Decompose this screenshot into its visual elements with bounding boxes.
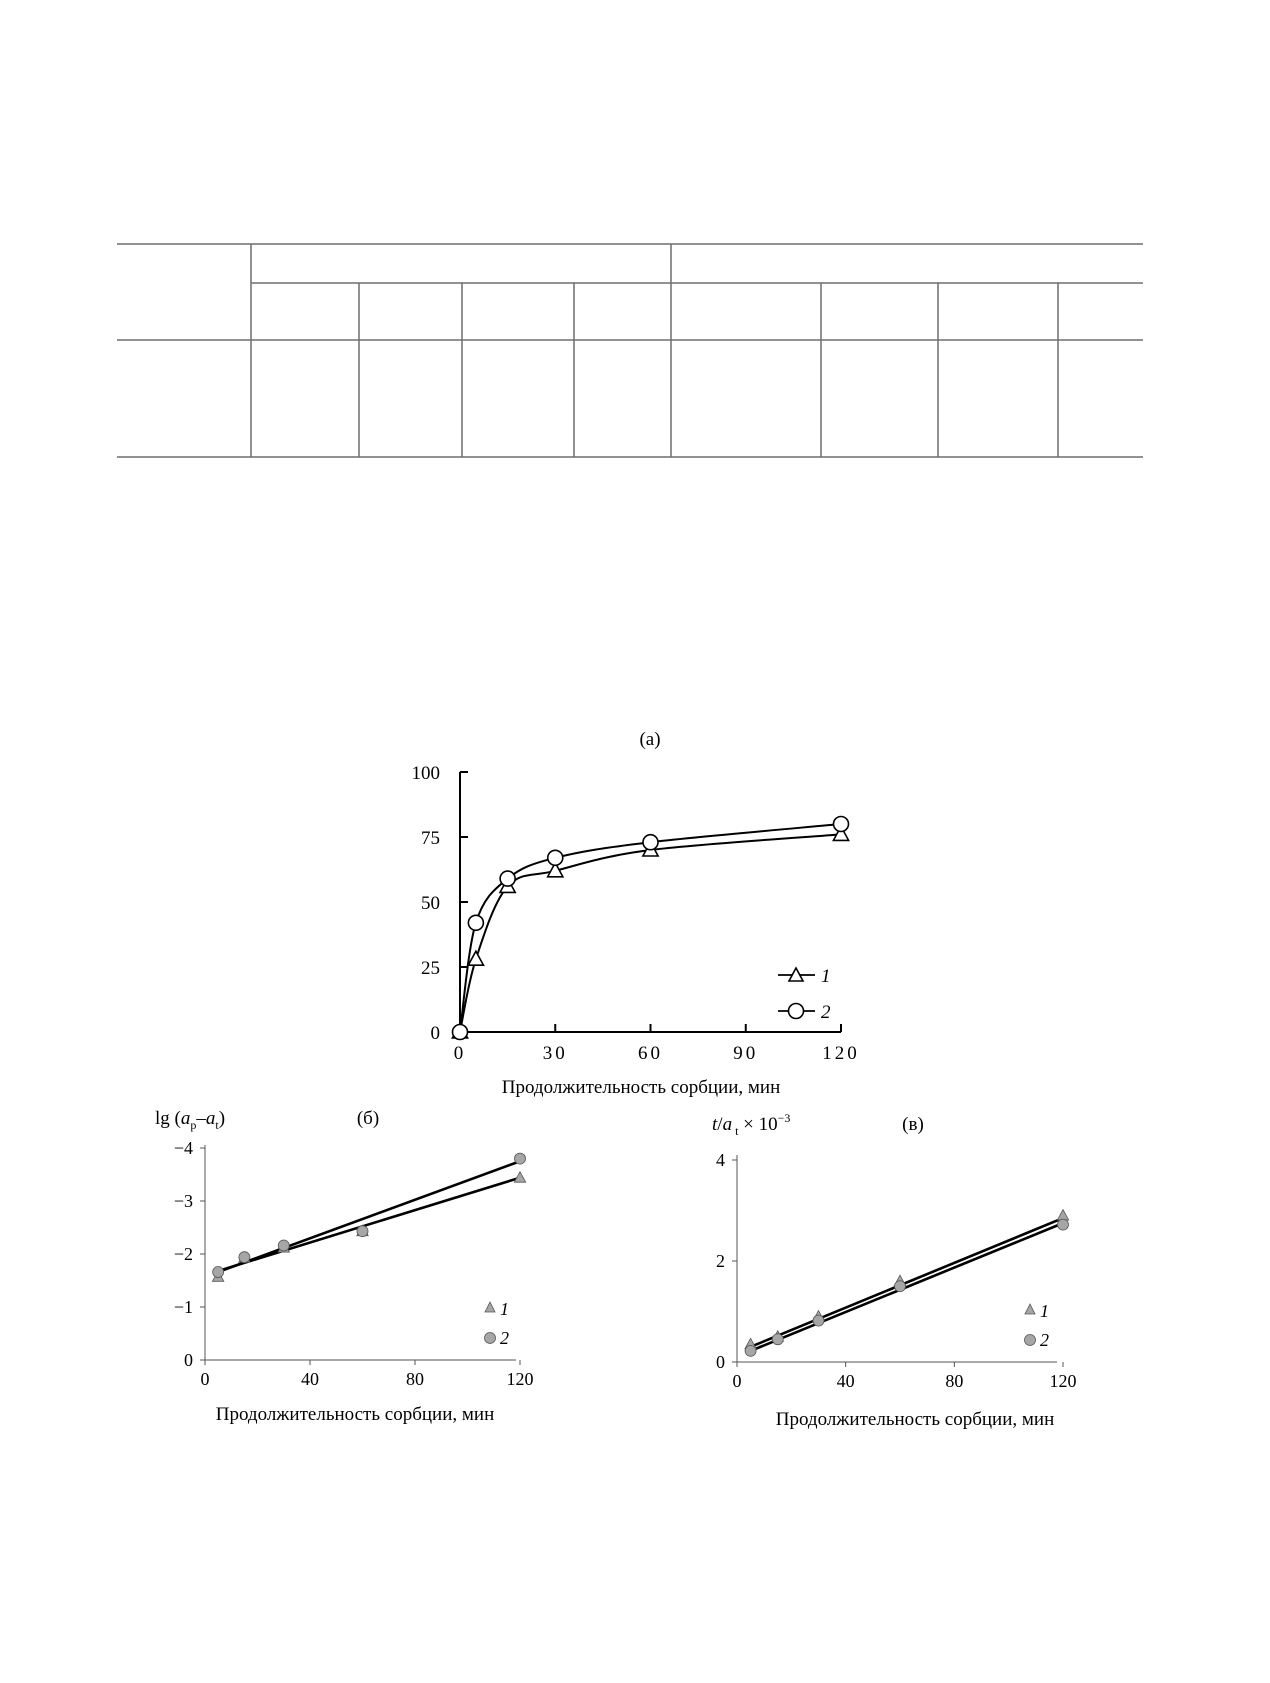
legend-label-1: 1 [500,1299,509,1319]
chart-c-x-tick-label: 0 [732,1371,742,1391]
chart-a-x-tick-label: 60 [638,1043,663,1064]
legend-label-2: 2 [821,1002,831,1023]
chart-b-x-tick-label: 120 [506,1369,534,1389]
chart-b-y-tick-label: −4 [173,1138,193,1158]
chart-a-y-tick-label: 25 [421,958,440,979]
chart-a-x-tick-label: 0 [453,1043,467,1064]
chart-b-y-tick-label: −3 [173,1191,193,1211]
chart-a-x-tick-label: 90 [733,1043,759,1064]
chart-b-y-tick-label: −2 [173,1244,193,1264]
chart-c-x-axis-label: Продолжительность сорбции, мин [775,1409,1055,1430]
chart-a-y-tick-label: 75 [421,828,440,849]
chart-b-y-tick-label: −1 [173,1297,193,1317]
legend-label-1: 1 [1040,1301,1049,1321]
legend-label-2: 2 [500,1328,509,1348]
chart-c-point-series-2 [813,1315,824,1326]
chart-b-x-tick-label: 0 [200,1369,210,1389]
legend-label-2: 2 [1040,1330,1049,1350]
chart-b-x-tick-label: 80 [406,1369,424,1389]
chart-c-x-tick-label: 80 [945,1371,964,1391]
chart-c-legend [1025,1301,1050,1350]
chart-c-point-series-2 [772,1334,783,1345]
chart-b-y-tick-label: 0 [184,1350,193,1370]
chart-a-y-tick-label: 50 [421,893,440,914]
chart-c-point-series-2 [895,1281,906,1292]
chart-c-panel-label: (в) [902,1114,924,1135]
chart-a-x-tick-label: 120 [822,1043,860,1064]
legend-label-1: 1 [821,966,831,987]
chart-a-y-tick-label: 100 [411,763,440,784]
chart-b-panel-label: (б) [356,1108,380,1129]
chart-c-x-tick-label: 120 [1049,1371,1077,1391]
chart-c-x-tick-label: 40 [836,1371,855,1391]
legend-marker-2 [1025,1335,1036,1346]
chart-c-y-tick-label: 0 [716,1352,725,1372]
chart-b-x-tick-label: 40 [301,1369,319,1389]
legend-marker-1 [1025,1304,1035,1314]
chart-a-panel-label: (а) [639,729,661,750]
chart-c-fit-line-1 [751,1218,1063,1347]
chart-a-x-axis-label: Продолжительность сорбции, мин [501,1077,781,1098]
chart-b-x-axis-label: Продолжительность сорбции, мин [215,1404,495,1425]
chart-c-y-tick-label: 2 [716,1251,725,1271]
chart-b-y-axis-label: $\lg (a_р-a_t)$ [155,1108,226,1132]
chart-a-x-tick-label: 30 [542,1043,568,1064]
chart-c-fit-line-2 [751,1223,1063,1351]
chart-c-point-series-1 [1057,1210,1068,1221]
chart-c-point-series-2 [745,1345,756,1356]
chart-c-point-series-2 [1058,1219,1069,1230]
chart-a-y-tick-label: 0 [430,1023,440,1044]
chart-c-y-tick-label: 4 [716,1150,725,1170]
chart-c-axes [737,1155,1057,1362]
chart-c-y-axis-label: t/a $_t \times 10^{-3}$ [712,1111,791,1138]
